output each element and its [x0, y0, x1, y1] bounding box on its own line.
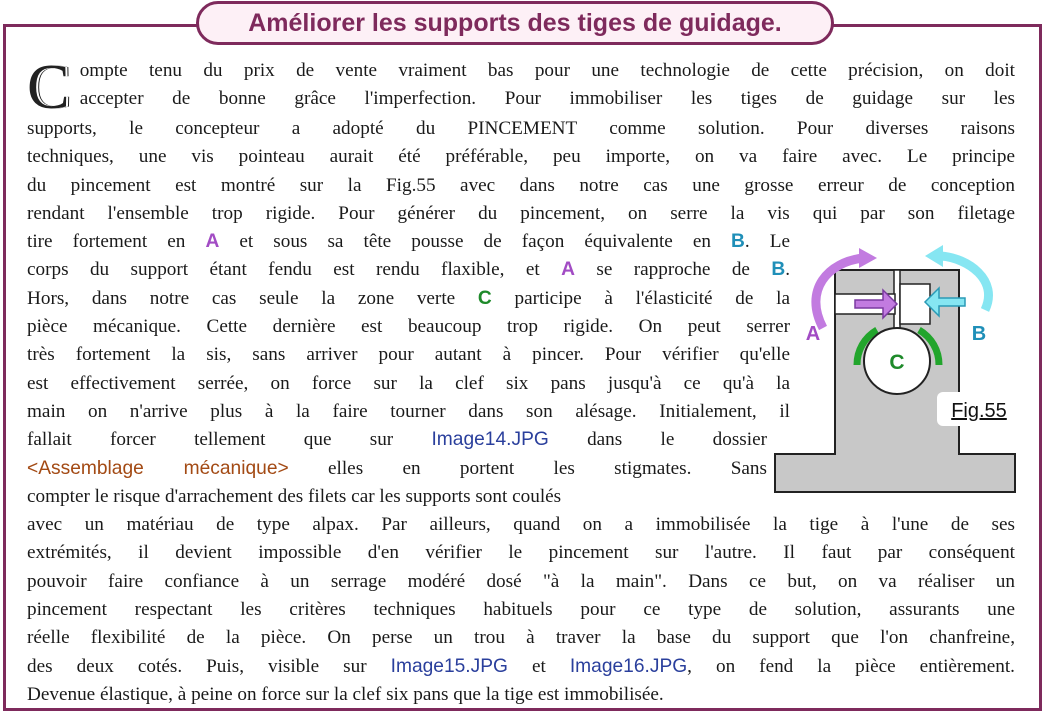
fig55-diagram: [773, 240, 1017, 494]
diagram-label-c: C: [889, 351, 905, 374]
text-line: main on n'arrive plus à la faire tourner dans son alésage. Initialement, il: [27, 400, 790, 422]
text-line: <Assemblage mécanique> elles en portent les stigmates. Sans: [27, 457, 767, 479]
text-line: des deux cotés. Puis, visible sur Image15.JPG et Image16.JPG, on fend la pièce entièrement.: [27, 655, 1015, 677]
text-line: tire fortement en A et sous sa tête pousse de façon équivalente en B. Le: [27, 231, 790, 253]
page-title: Améliorer les supports des tiges de guidage.: [196, 1, 834, 45]
figure-caption: Fig.55: [951, 400, 1007, 422]
folder-link[interactable]: <Assemblage mécanique>: [27, 457, 289, 479]
text-line: Devenue élastique, à peine on force sur la clef six pans que la tige est immobilisée.: [27, 683, 664, 705]
image14-link[interactable]: Image14.JPG: [431, 429, 549, 451]
diagram-label-a: A: [805, 323, 821, 345]
image15-link[interactable]: Image15.JPG: [390, 655, 508, 677]
text-line: ompte tenu du prix de vente vraiment bas pour une technologie de cette précision, on doit: [79, 60, 1015, 81]
label-a: A: [205, 231, 220, 253]
text-line: accepter de bonne grâce l'imperfection. Pour immobiliser les tiges de guidage sur les: [79, 88, 1015, 110]
label-b: B: [771, 259, 786, 281]
text-line: très fortement la sis, sans arriver pour autant à pincer. Pour vérifier qu'elle: [27, 344, 790, 366]
text-line: pièce mécanique. Cette dernière est beaucoup trop rigide. On peut serrer: [27, 316, 790, 338]
text-line: pincement respectant les critères techniques habituels pour ce type de solution, assurants une: [27, 599, 1015, 621]
diagram-label-b: B: [971, 323, 987, 345]
text-line: du pincement est montré sur la Fig.55 avec dans notre cas une grosse erreur de conception: [27, 174, 1015, 196]
text-line: pouvoir faire confiance à un serrage modéré dosé "à la main". Dans ce but, on va réaliser un: [27, 570, 1015, 592]
text-line: Hors, dans notre cas seule la zone verte C participe à l'élasticité de la: [27, 287, 790, 309]
text-line: réelle flexibilité de la pièce. On perse un trou à traver la base du support que l'on chanfreine,: [27, 627, 1015, 649]
dropcap: C: [27, 51, 70, 122]
text-line: corps du support étant fendu est rendu flaxible, et A se rapproche de B.: [27, 259, 790, 281]
text-line: extrémités, il devient impossible d'en vérifier le pincement sur l'autre. Il faut par conséquent: [27, 542, 1015, 564]
text-line: rendant l'ensemble trop rigide. Pour générer du pincement, on serre la vis qui par son filetage: [27, 202, 1015, 224]
text-line: est effectivement serrée, on force sur la clef six pans jusqu'à ce qu'à la: [27, 372, 790, 394]
label-b: B: [731, 231, 745, 253]
image16-link[interactable]: Image16.JPG: [569, 655, 688, 677]
text-line: supports, le concepteur a adopté du PINCEMENT comme solution. Pour diverses raisons: [27, 118, 1015, 139]
text-line: techniques, une vis pointeau aurait été préférable, peu importe, on va faire avec. Le principe: [27, 146, 1015, 168]
label-a: A: [561, 259, 575, 281]
label-c: C: [477, 287, 492, 309]
text-line: avec un matériau de type alpax. Par ailleurs, quand on a immobilisée la tige à l'une de ses: [27, 514, 1015, 536]
text-line: compter le risque d'arrachement des filets car les supports sont coulés: [27, 485, 562, 507]
text-line: fallait forcer tellement que sur Image14.JPG dans le dossier: [27, 429, 767, 451]
screw-head-bore: [900, 284, 930, 324]
